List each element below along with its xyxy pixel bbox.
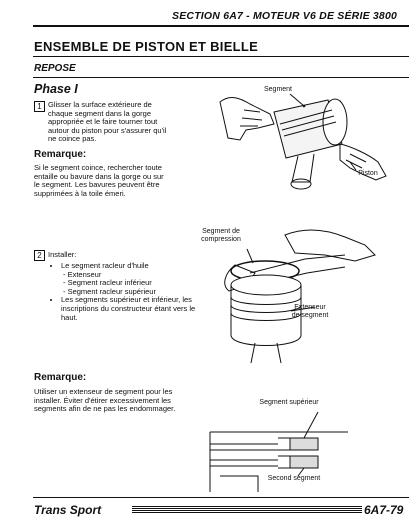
step1-line: appropriée et le faire tourner tout [48,117,158,127]
remark1-text [34,164,194,198]
piston-ring-figure [200,84,408,204]
remark2-line: Utiliser un extenseur de segment pour les [34,387,173,396]
list-item [61,262,198,296]
fig1-label-segment: Segment [263,86,293,93]
step2-list [50,262,198,322]
title-rule [33,56,409,57]
step-number-box: 1 [34,101,45,112]
remark1-line: le segment. Les bavures peuvent être [34,180,160,190]
list-item-text: Le segment racleur d'huile [61,261,149,270]
page-number: 6A7-79 [364,503,404,517]
label-line: Extenseur [294,304,326,311]
label-line: Segment de [202,228,240,235]
section-header: SECTION 6A7 - MOTEUR V6 DE SÉRIE 3800 [172,10,398,22]
step1-line: Glisser la surface extérieure de [48,100,152,109]
header-rule [33,25,409,27]
footer-bar [132,506,362,513]
fig2-label-expander [282,304,338,320]
remark1-line: Si le segment coince, rechercher toute [34,163,162,172]
step1-text [48,101,198,144]
remark-heading: Remarque: [34,149,87,160]
label-line: compression [201,236,241,243]
fig1-label-piston: Piston [358,170,378,177]
remark2-line: installer. Éviter d'étirer excessivement les [34,395,171,405]
sub-item: - Segment racleur supérieur [63,286,156,296]
list-item [61,296,198,322]
remark2-line: segments afin de ne pas les endommager. [34,404,176,414]
remark-heading: Remarque: [34,372,87,383]
remark1-line: entaille ou bavure dans la gorge ou sur [34,171,164,181]
fig3-label-top: Segment supérieur [259,399,319,406]
sub-item: - Segment racleur inférieur [63,278,152,288]
label-line: de segment [291,312,329,319]
page-title: ENSEMBLE DE PISTON ET BIELLE [34,39,259,54]
step1-line: chaque segment dans la gorge [48,108,151,118]
page-subtitle: REPOSE [34,63,76,74]
footer-model: Trans Sport [34,503,102,517]
step-number-box: 2 [34,250,45,261]
step1-line: ne coince pas. [48,134,97,144]
phase-heading: Phase I [34,82,78,96]
subtitle-rule [33,77,409,78]
remark2-text [34,388,214,414]
remark1-line: supprimées à la toile émeri. [34,188,126,198]
fig2-label-compression [196,228,246,244]
sub-item: - Extenseur [63,269,102,279]
list-item-text: Les segments supérieur et inférieur, les inscriptions du constructeur étant vers le haut. [61,295,196,322]
footer-rule [33,497,409,498]
fig3-label-second: Second segment [267,475,321,482]
step1-line: autour du piston pour s'assurer qu'il [48,125,167,135]
step2-intro: Installer: [48,250,77,259]
